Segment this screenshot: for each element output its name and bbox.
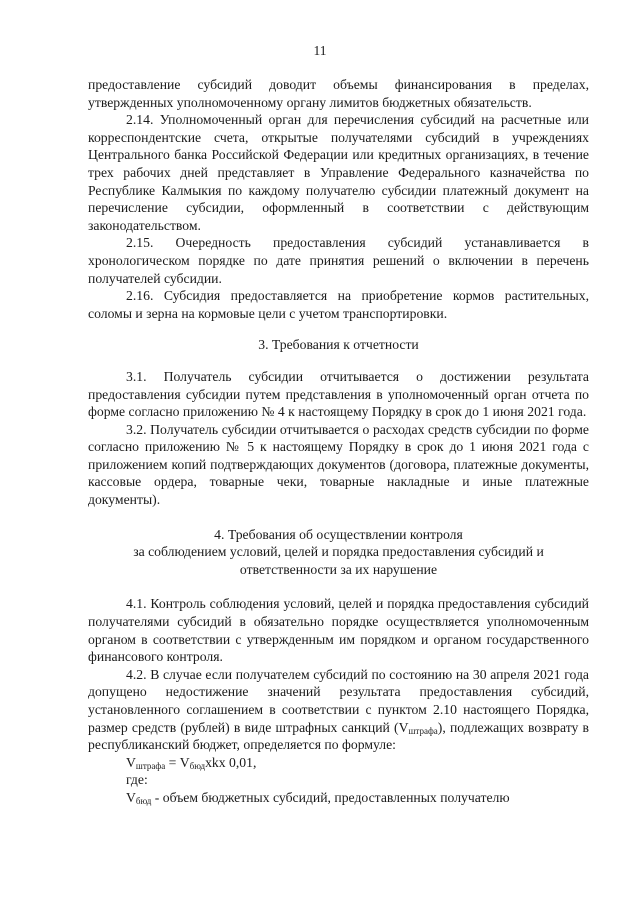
paragraph-2-15: 2.15. Очередность предоставления субсидий устанавливается в хронологическом порядке по дате принятия решений о включении в перечень получателей субсидии. <box>88 235 589 286</box>
paragraph-4-2 <box>88 666 589 754</box>
paragraph-continuation: предоставление субсидий доводит объемы финансирования в пределах, утвержденных уполномоченному органу лимитов бюджетных обязательств. <box>88 77 589 110</box>
section-4-heading-line-1: 4. Требования об осуществлении контроля <box>214 526 463 542</box>
formula-tail: xkx 0,01, <box>205 754 257 770</box>
section-4-heading-line-2: за соблюдением условий, целей и порядка предоставления субсидий и <box>133 544 544 560</box>
definition-v: V <box>126 789 136 805</box>
penalty-formula <box>88 754 589 772</box>
paragraph-3-1: 3.1. Получатель субсидии отчитывается о достижении результата предоставления субсидии путем представления в уполномоченный орган отчета по форме согласно приложению № 4 к настоящему Порядку в срок до 1 июня 2021 года. <box>88 368 589 420</box>
formula-sub-budget: бюд <box>189 760 206 771</box>
definition-sub: бюд <box>135 795 152 806</box>
paragraph-2-14: 2.14. Уполномоченный орган для перечисления субсидий на расчетные или корреспондентские счета, открытые получателями субсидий в учреждениях Центрального банка Российской Федерации или кредитных организациях, в течение трех рабочих дней представляет в Управление Федерального казначейства по Республике Калмыкия по каждому получателю субсидии платежный документ на перечисление субсидии, оформленный в соответствии с действующим законодательством. <box>88 112 589 233</box>
page-content <box>88 76 589 807</box>
section-4-heading <box>88 526 589 579</box>
page-number: 11 <box>313 43 327 58</box>
formula-v: V <box>126 754 136 770</box>
paragraph-4-1: 4.1. Контроль соблюдения условий, целей и порядка предоставления субсидий получателями субсидий в обязательно порядке осуществляется уполномоченным органом в соответствии с утвержденным им порядком и органом государственного финансового контроля. <box>88 596 589 665</box>
definition-v-budget <box>88 789 589 807</box>
paragraph-2-16: 2.16. Субсидия предоставляется на приобретение кормов растительных, соломы и зерна на кормовые цели с учетом транспортировки. <box>88 288 589 321</box>
section-4-heading-line-3: ответственности за их нарушение <box>239 561 438 577</box>
formula-eq: = V <box>165 754 190 770</box>
formula-sub-penalty: штрафа <box>135 760 166 771</box>
paragraph-4-2-text-a: 4.2. В случае если получателем субсидий по состоянию на 30 апреля 2021 года допущено недостижение значений результата предоставления субсидий, установленного соглашением в соответствии с пунктом 2.10 настоящего Порядка, размер средств (рублей) в виде штрафных санкций (V <box>88 666 589 735</box>
definition-text: - объем бюджетных субсидий, предоставленных получателю <box>151 789 510 805</box>
paragraph-3-2: 3.2. Получатель субсидии отчитывается о расходах средств субсидии по форме согласно приложению № 5 к настоящему Порядку в срок до 1 июня 2021 года с приложением копий подтверждающих документов (договора, платежные документы, кассовые ордера, товарные чеки, товарные накладные и иные платежные документы). <box>88 421 589 508</box>
where-label: где: <box>126 772 148 788</box>
section-3-heading: 3. Требования к отчетности <box>258 337 419 353</box>
paragraph-4-2-text-b: ), подлежащих возврату в республиканский бюджет, определяется по формуле: <box>88 719 589 753</box>
penalty-subscript: штрафа <box>408 725 438 736</box>
